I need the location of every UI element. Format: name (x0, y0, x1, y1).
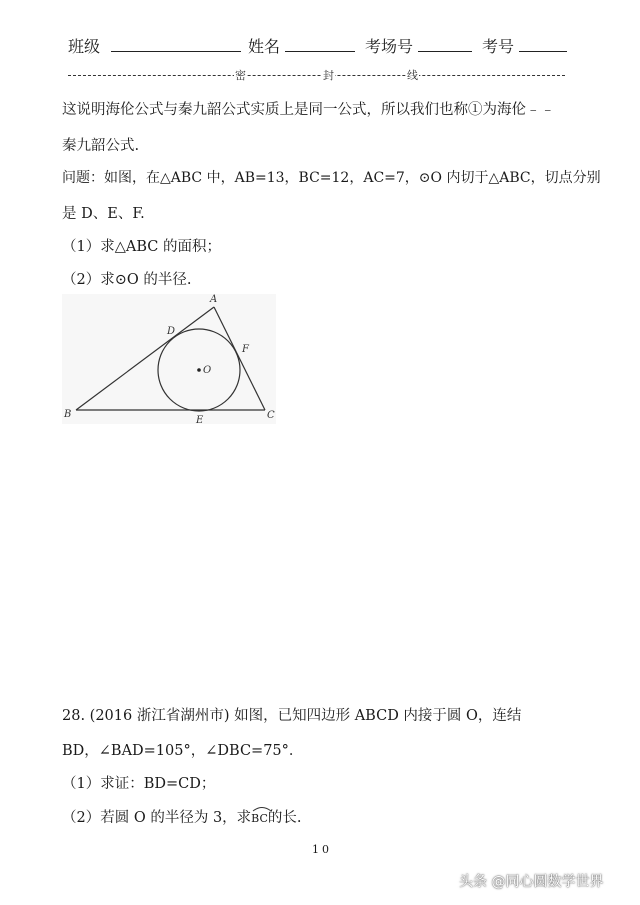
body-line-3: 问题：如图，在△ABC 中，AB=13，BC=12，AC=7，⊙O 内切于△ABC，切点分别 (62, 170, 601, 186)
body-line-1: 这说明海伦公式与秦九韶公式实质上是同一公式，所以我们也称①为海伦﹣﹣ (62, 102, 555, 118)
side-ac (214, 307, 265, 410)
seal-char-2: 封 (323, 69, 334, 82)
label-e: E (196, 415, 204, 424)
label-b: B (64, 409, 72, 420)
label-c: C (267, 410, 275, 421)
label-o: O (203, 365, 212, 376)
seal-line (68, 68, 565, 82)
arc-bc (251, 808, 268, 825)
page-number: 10 (312, 843, 332, 856)
class-blank[interactable] (111, 37, 241, 52)
label-a: A (210, 294, 218, 305)
room-blank[interactable] (418, 37, 472, 52)
number-blank[interactable] (519, 37, 567, 52)
arc-symbol-icon (251, 806, 273, 812)
triangle-diagram (62, 294, 276, 424)
q2-suffix: 的长. (267, 810, 302, 826)
body-line-4: 是 D、E、F. (62, 206, 145, 222)
number-field (482, 34, 567, 57)
problem28-question-1: （1）求证：BD=CD； (62, 776, 216, 792)
incircle-figure (62, 294, 276, 424)
name-blank[interactable] (285, 37, 355, 52)
body-line-2: 秦九韶公式. (62, 138, 140, 154)
name-label: 姓名 (248, 37, 281, 56)
side-ab (76, 307, 214, 410)
label-f: F (242, 344, 249, 355)
seal-char-3: 线 (407, 69, 418, 82)
label-d: D (167, 326, 176, 337)
q2-prefix: （2）若圆 O 的半径为 3，求 (62, 810, 252, 826)
problem28-line-2: BD，∠BAD=105°，∠DBC=75°． (62, 743, 304, 759)
room-label: 考场号 (365, 37, 414, 56)
center-dot (197, 368, 201, 372)
class-label: 班级 (68, 37, 101, 56)
seal-dashes (68, 75, 565, 76)
room-field (365, 34, 472, 57)
problem28-question-2 (62, 806, 302, 827)
name-field (248, 34, 355, 57)
watermark: 头条 @同心圆数学世界 (459, 874, 604, 890)
question-1: （1）求△ABC 的面积； (62, 239, 221, 255)
class-field (68, 34, 241, 57)
number-label: 考号 (482, 37, 515, 56)
problem28-line-1: 28. (2016 浙江省湖州市) 如图，已知四边形 ABCD 内接于圆 O，连结 (62, 708, 522, 724)
seal-char-1: 密 (235, 69, 246, 82)
arc-label: BC (251, 812, 268, 825)
question-2: （2）求⊙O 的半径. (62, 272, 192, 288)
